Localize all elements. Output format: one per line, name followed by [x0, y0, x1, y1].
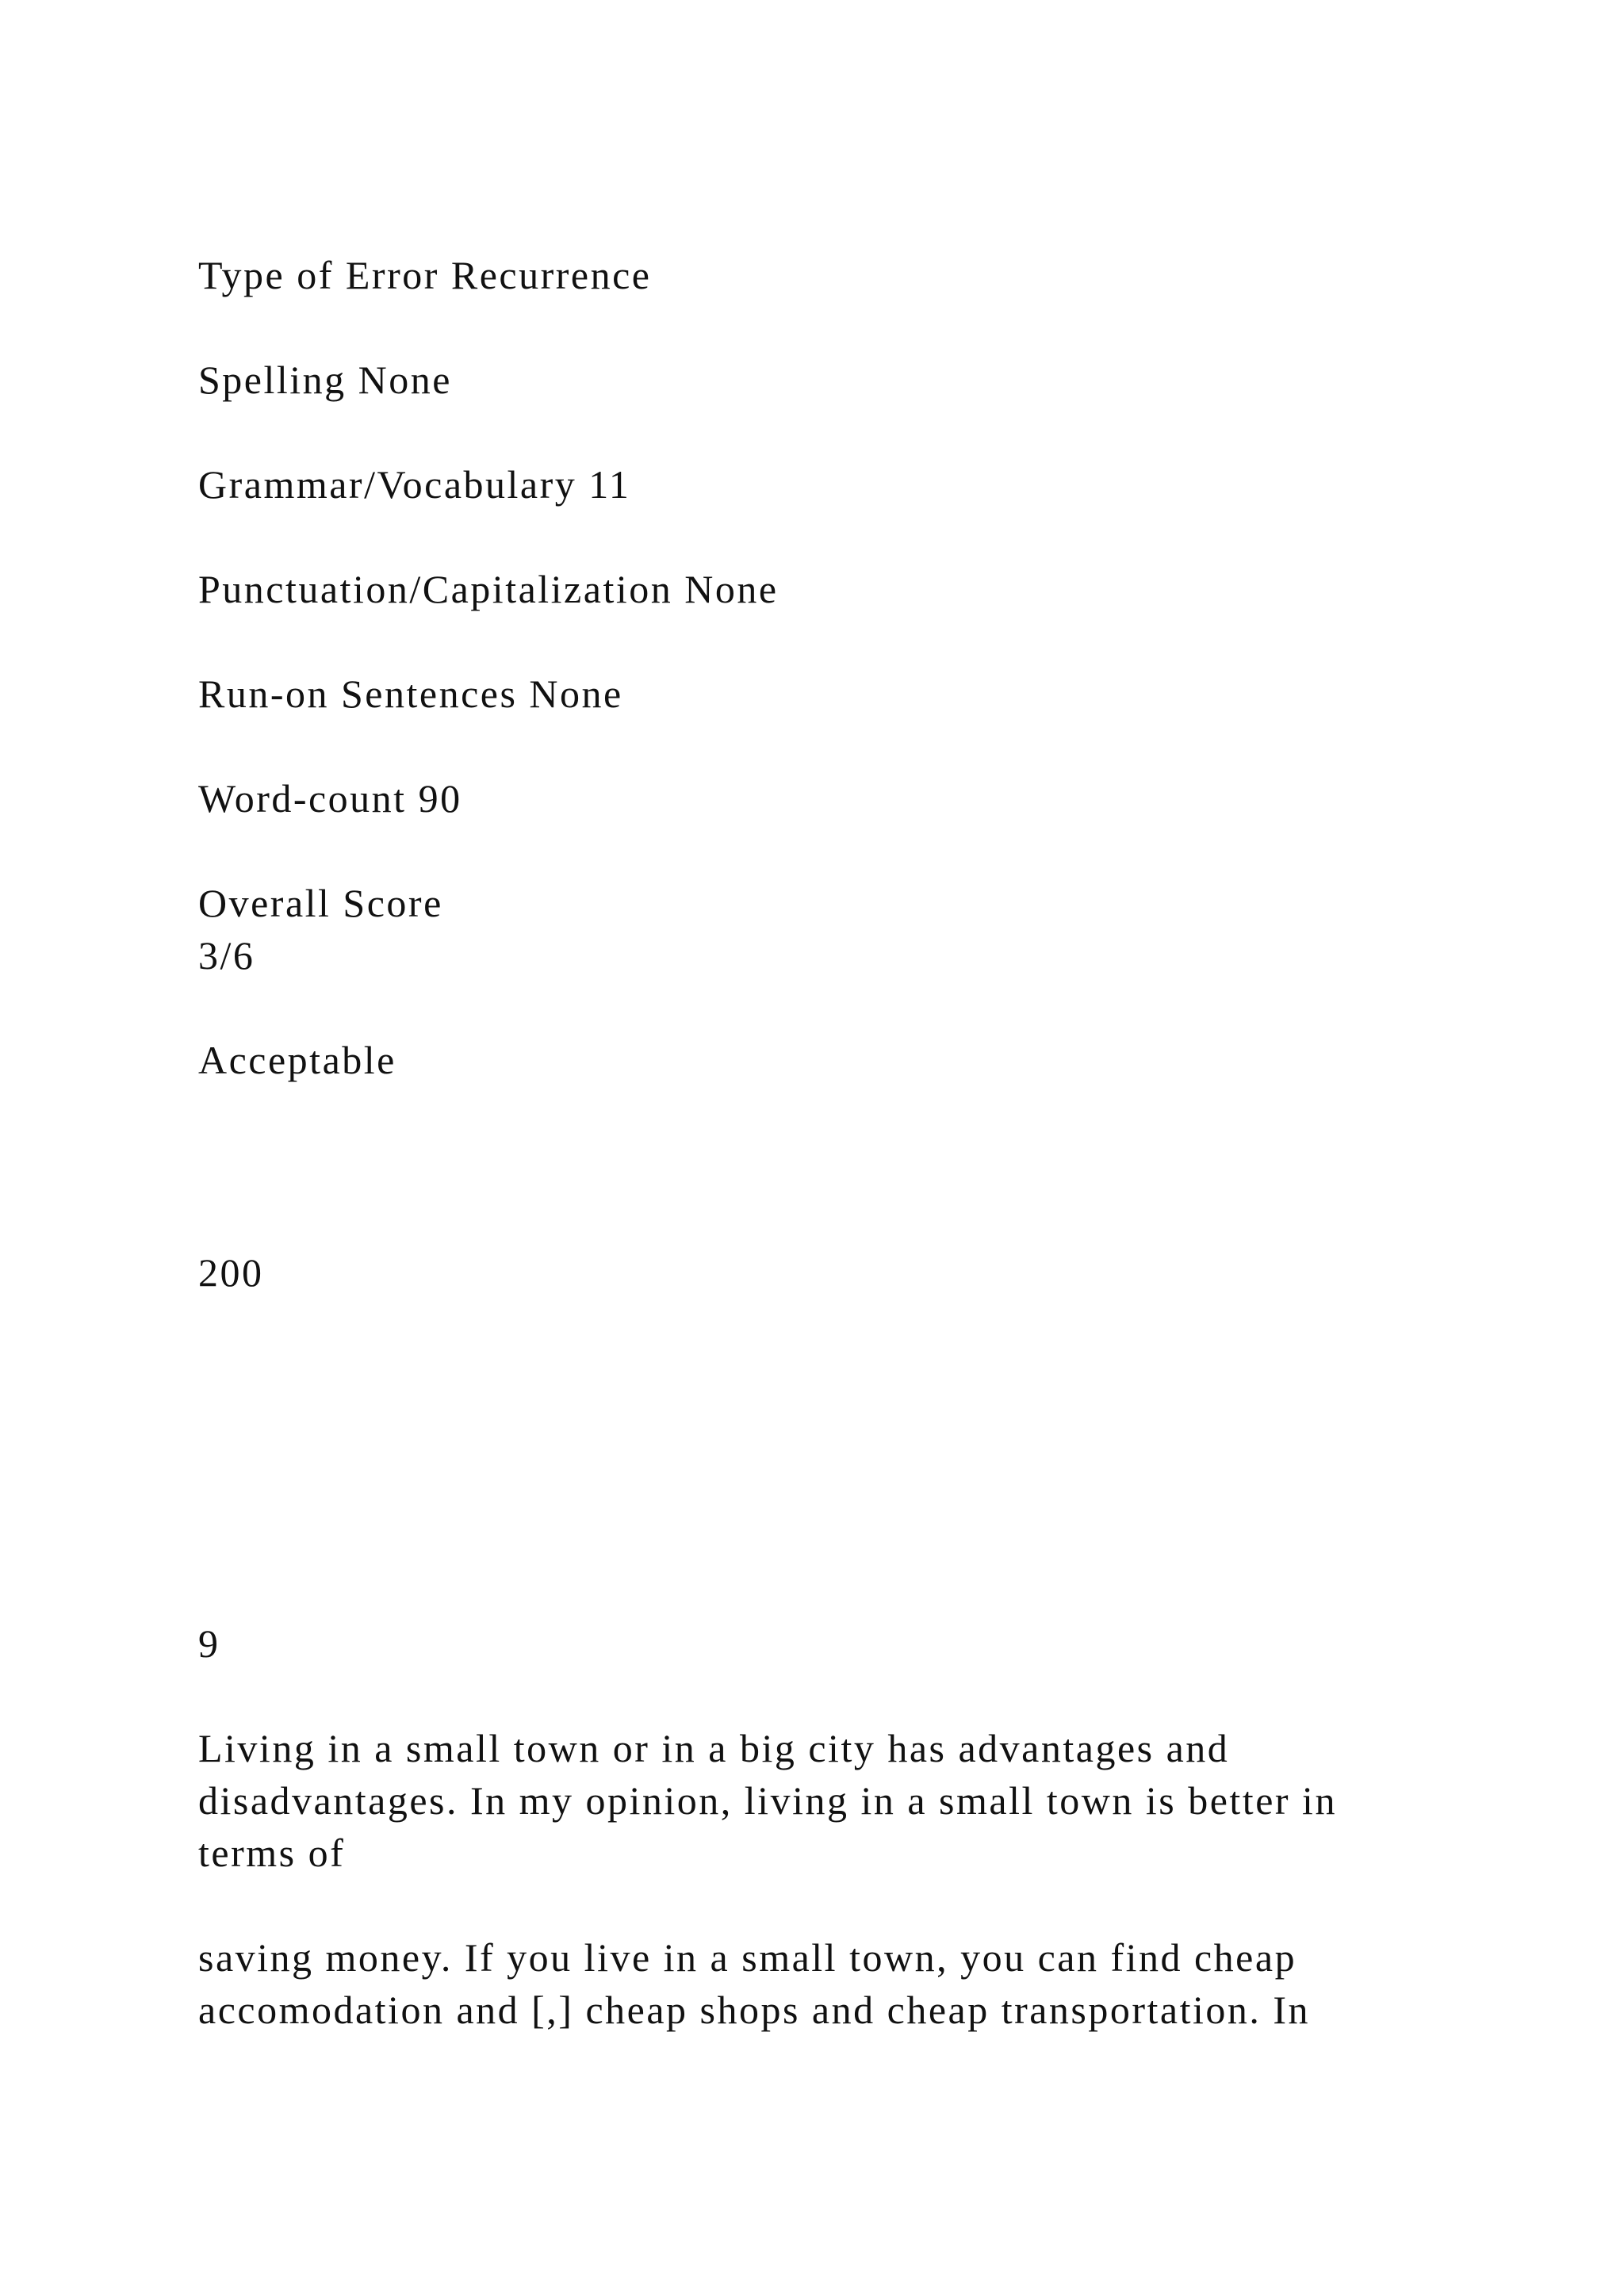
number-200: 200 — [198, 1250, 264, 1295]
table-header: Type of Error Recurrence — [198, 253, 652, 297]
essay-line: terms of — [198, 1831, 346, 1875]
overall-score-value: 3/6 — [198, 933, 255, 978]
essay-line: saving money. If you live in a small town, you can find cheap — [198, 1935, 1297, 1980]
overall-score-label: Overall Score — [198, 881, 443, 925]
essay-line: accomodation and [,] cheap shops and cheap transportation. In — [198, 1988, 1311, 2032]
row-word-count: Word-count 90 — [198, 776, 462, 821]
row-run-on-sentences: Run-on Sentences None — [198, 672, 623, 716]
row-punctuation-capitalization: Punctuation/Capitalization None — [198, 567, 779, 611]
number-9: 9 — [198, 1621, 220, 1666]
essay-line: Living in a small town or in a big city has advantages and — [198, 1726, 1230, 1770]
row-grammar-vocabulary: Grammar/Vocabulary 11 — [198, 462, 631, 507]
rating-text: Acceptable — [198, 1038, 396, 1082]
essay-line: disadvantages. In my opinion, living in a small town is better in — [198, 1778, 1337, 1823]
row-spelling: Spelling None — [198, 358, 452, 402]
